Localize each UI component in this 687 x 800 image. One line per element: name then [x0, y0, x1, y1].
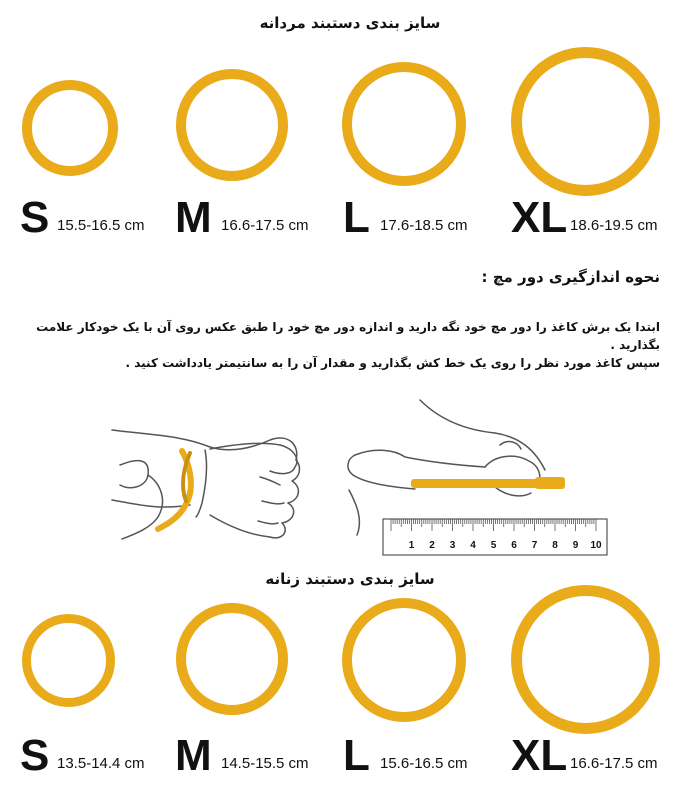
women-size-l-range: 15.6-16.5 cm [380, 755, 468, 772]
ruler-illustration [345, 395, 615, 560]
women-size-s-letter: S [20, 731, 50, 780]
women-size-xl-letter: XL [511, 731, 568, 780]
ruler-number: 4 [470, 540, 476, 551]
ruler-number: 6 [511, 540, 517, 551]
men-ring-xl [511, 47, 660, 196]
measure-line-2: بگذارید . [610, 338, 660, 352]
measure-line-3: سپس کاغذ مورد نظر را روی یک خط کش بگذارید و مقدار آن را به سانتیمتر یادداشت کنید . [125, 356, 660, 370]
men-size-l-range: 17.6-18.5 cm [380, 217, 468, 234]
men-size-s-range: 15.5-16.5 cm [57, 217, 145, 234]
women-size-m-letter: M [175, 731, 212, 780]
women-size-xl-range: 16.6-17.5 cm [570, 755, 658, 772]
ruler-number: 2 [429, 540, 435, 551]
women-ring-m [176, 603, 288, 715]
men-size-m-range: 16.6-17.5 cm [221, 217, 309, 234]
women-title: سایز بندی دستبند زنانه [265, 570, 435, 588]
men-size-xl-range: 18.6-19.5 cm [570, 217, 658, 234]
women-size-l-letter: L [343, 731, 370, 780]
men-size-s-letter: S [20, 193, 50, 242]
women-ring-xl [511, 585, 660, 734]
men-ring-l [342, 62, 466, 186]
men-ring-s [22, 80, 118, 176]
ruler-number: 10 [590, 540, 602, 551]
women-size-m-range: 14.5-15.5 cm [221, 755, 309, 772]
women-ring-l [342, 598, 466, 722]
men-size-xl-letter: XL [511, 193, 568, 242]
men-title: سایز بندی دستبند مردانه [259, 14, 441, 32]
men-size-m-letter: M [175, 193, 212, 242]
ruler-number: 3 [449, 540, 456, 551]
measure-line-1: ابتدا یک برش کاغذ را دور مچ خود نگه دارید و اندازه دور مچ خود را طبق عکس روی آن با یک خودکار علامت [36, 320, 660, 334]
men-size-l-letter: L [343, 193, 370, 242]
ruler-number: 1 [408, 540, 415, 551]
ruler-number: 9 [572, 540, 579, 551]
ruler-number: 5 [490, 540, 497, 551]
men-ring-m [176, 69, 288, 181]
women-ring-s [22, 614, 115, 707]
wrist-illustration [110, 405, 310, 545]
women-size-s-range: 13.5-14.4 cm [57, 755, 145, 772]
ruler-number: 7 [531, 540, 538, 551]
measure-title: نحوه اندازگیری دور مچ : [481, 268, 660, 286]
ruler-number: 8 [552, 540, 558, 551]
